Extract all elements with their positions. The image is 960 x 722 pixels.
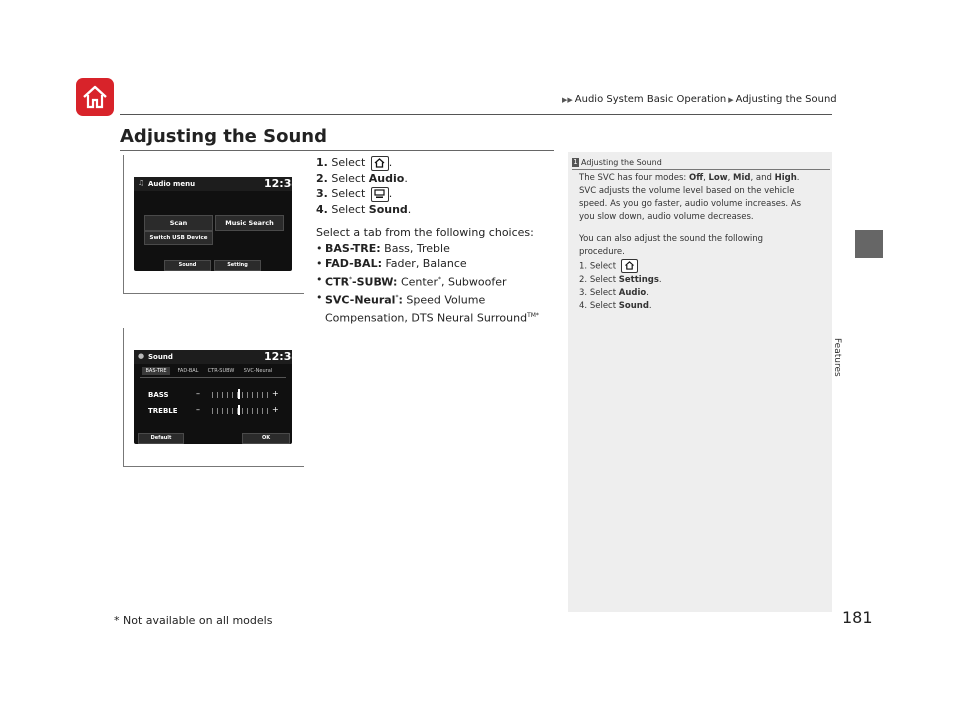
treble-label: TREBLE xyxy=(148,407,178,415)
footnote: * Not available on all models xyxy=(114,614,273,627)
step-2: 2. Select Audio. xyxy=(316,171,408,185)
screen-title: Sound xyxy=(148,353,173,361)
switch-usb-device-button[interactable]: Switch USB Device xyxy=(144,231,213,245)
step-1: 1. Select . xyxy=(316,156,393,169)
breadcrumb-arrow-icon: ▶▶ xyxy=(562,96,573,104)
note-step-2: 2. Select Settings. xyxy=(579,274,662,285)
note-step-1: 1. Select xyxy=(579,259,829,274)
home-icon xyxy=(371,156,389,171)
bullet-bas-tre: • BAS-TRE: Bass, Treble xyxy=(316,241,561,257)
screen xyxy=(134,177,300,271)
divider xyxy=(572,169,830,170)
music-note-icon: ♫ xyxy=(138,179,145,187)
bullet-svc-neural-cont: Compensation, DTS Neural Surround$^{TM*}$ xyxy=(325,311,539,325)
tab-fad-bal[interactable]: FAD-BAL xyxy=(177,368,199,374)
home-logo xyxy=(76,78,114,116)
page-title: Adjusting the Sound xyxy=(120,126,327,147)
bullet-fad-bal: • FAD-BAL: Fader, Balance xyxy=(316,256,561,272)
breadcrumb xyxy=(560,94,837,105)
note-text: procedure. xyxy=(579,247,625,257)
page-number: 181 xyxy=(842,608,873,627)
bullet-ctr-subw: • CTR*-SUBW: Center*, Subwoofer xyxy=(316,272,561,290)
audio-menu-screenshot xyxy=(123,155,304,294)
sound-button[interactable]: Sound xyxy=(164,260,211,271)
breadcrumb-item[interactable]: Audio System Basic Operation xyxy=(574,94,727,105)
treble-slider[interactable] xyxy=(212,408,268,414)
note-step-3: 3. Select Audio. xyxy=(579,287,649,298)
setting-button[interactable]: Setting xyxy=(214,260,261,271)
speaker-icon: ● xyxy=(138,352,145,360)
note-number-badge: 1 xyxy=(573,158,578,166)
section-label: Features xyxy=(832,338,842,377)
breadcrumb-arrow-icon: ▶ xyxy=(728,96,734,104)
ok-button[interactable]: OK xyxy=(242,433,290,444)
note-body xyxy=(579,172,829,313)
note-text: speed. As you go faster, audio volume increases. As xyxy=(579,199,802,209)
note-text: The SVC has four modes: Off, Low, Mid, and High. xyxy=(579,173,800,183)
sound-screenshot xyxy=(123,328,304,467)
note-step-4: 4. Select Sound. xyxy=(579,300,652,311)
treble-slider-handle[interactable] xyxy=(238,405,240,415)
note-text: you slow down, audio volume decreases. xyxy=(579,212,754,222)
tab-bas-tre[interactable]: BAS-TRE xyxy=(142,367,170,375)
bass-plus-button[interactable]: + xyxy=(272,389,279,398)
home-icon xyxy=(81,83,109,111)
bass-slider[interactable] xyxy=(212,392,268,398)
clock: 12:34 xyxy=(264,350,300,363)
bullet-svc-neural: • SVC-Neural*: Speed Volume xyxy=(316,290,561,308)
intro-text: Select a tab from the following choices: xyxy=(316,226,534,239)
step-4: 4. Select Sound. xyxy=(316,202,412,216)
tab-ctr-subw[interactable]: CTR-SUBW xyxy=(207,368,235,374)
divider xyxy=(140,377,286,378)
default-button[interactable]: Default xyxy=(138,433,184,444)
breadcrumb-item[interactable]: Adjusting the Sound xyxy=(735,94,837,105)
clock: 12:34 xyxy=(264,177,300,190)
section-tab[interactable] xyxy=(855,230,883,258)
bass-slider-handle[interactable] xyxy=(238,389,240,399)
screen xyxy=(134,350,300,444)
bass-label: BASS xyxy=(148,391,169,399)
step-3: 3. Select . xyxy=(316,187,393,200)
home-icon xyxy=(621,259,638,273)
note-text: SVC adjusts the volume level based on the vehicle xyxy=(579,186,795,196)
divider xyxy=(120,114,832,115)
music-search-button[interactable]: Music Search xyxy=(215,215,284,231)
screen-title: Audio menu xyxy=(148,180,196,188)
note-text: You can also adjust the sound the following xyxy=(579,234,764,244)
bass-minus-button[interactable]: – xyxy=(196,389,200,398)
menu-icon xyxy=(371,187,389,202)
divider xyxy=(120,150,554,151)
tab-svc-neural[interactable]: SVC-Neural xyxy=(243,368,273,374)
treble-plus-button[interactable]: + xyxy=(272,405,279,414)
note-heading: 1 Adjusting the Sound xyxy=(573,158,662,167)
scan-button[interactable]: Scan xyxy=(144,215,213,231)
instructions xyxy=(316,155,561,326)
treble-minus-button[interactable]: – xyxy=(196,405,200,414)
